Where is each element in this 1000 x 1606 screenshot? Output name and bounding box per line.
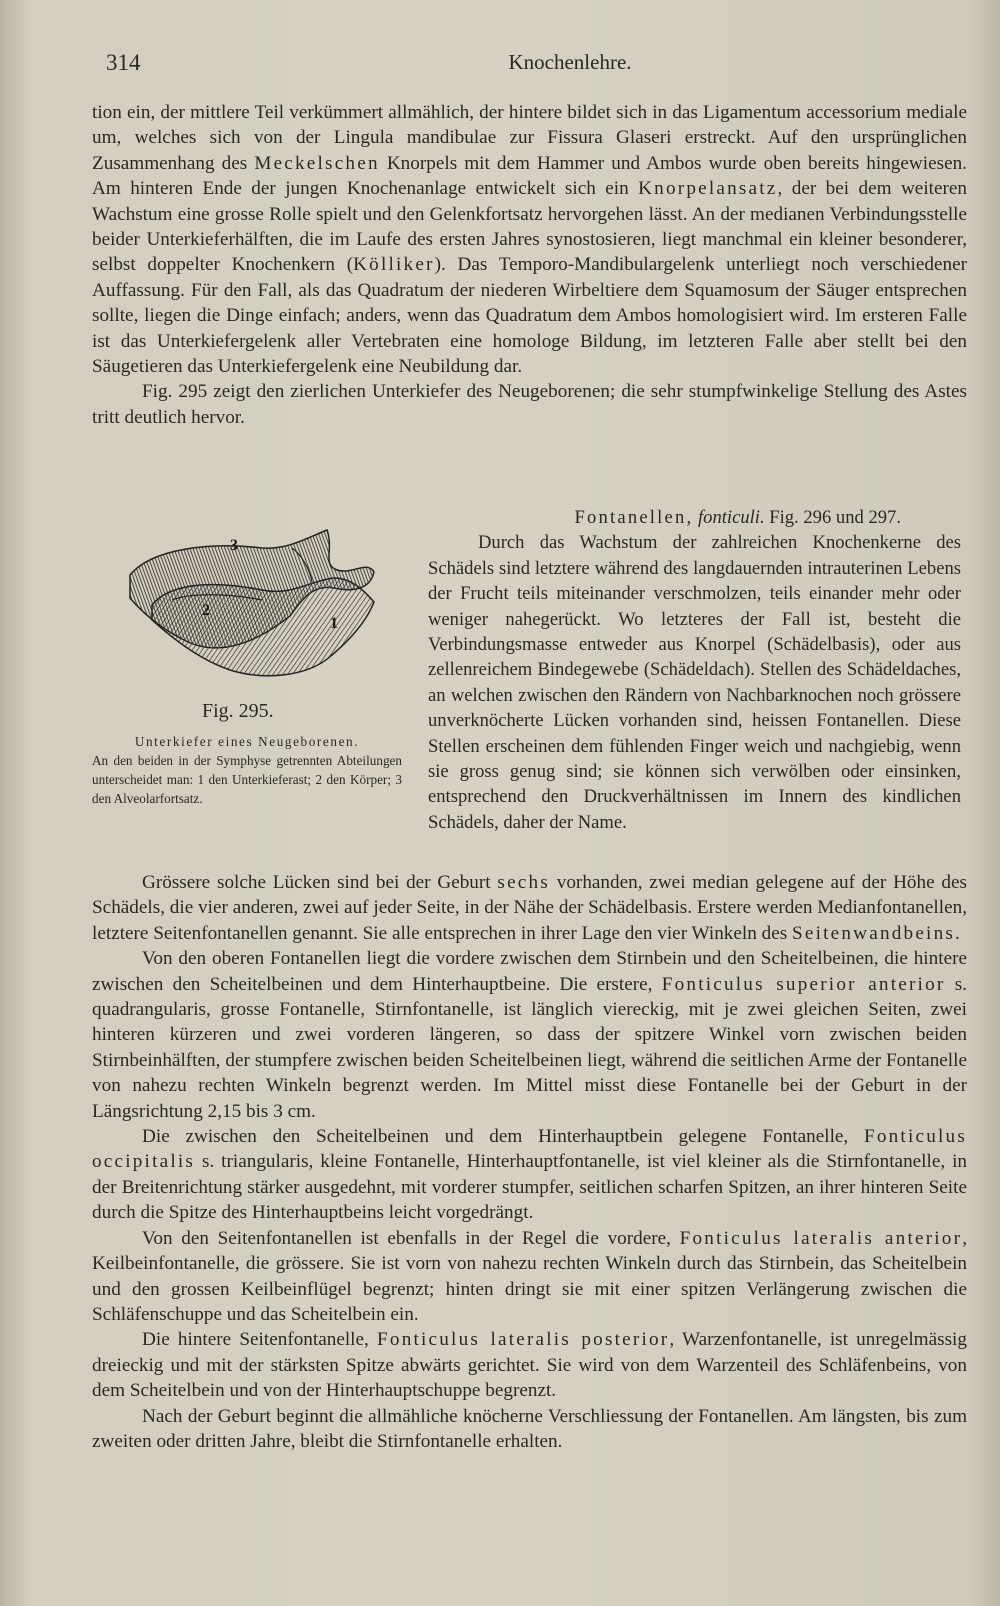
running-title: Knochenlehre.: [508, 50, 632, 74]
page-number: 314: [106, 50, 141, 75]
paragraph-anterior-fontanelle: Von den oberen Fontanellen liegt die vordere zwischen dem Stirnbein und den Scheitelbeinen, die hintere zwischen den Scheitelbeinen und dem Hinterhauptbeine. Die erstere, Fonticulus superior anterior s. quadrangularis, grosse Fontanelle, Stirnfontanelle, ist länglich viereckig, mit je zwei gleichen Seiten, zwei hinteren kürzeren und zwei vorderen längeren, so dass der spitzere Winkel vorn zwischen beiden Stirnbeinhälften, der stumpfere zwischen beiden Scheitelbeinen liegt, während die seitlichen Arme der Fontanelle von nahezu rechten Winkeln begrenzt werden. Im Mittel misst diese Fontanelle bei der Geburt in der Längsrichtung 2,15 bis 3 cm.: [92, 948, 967, 1122]
label-2: 2: [202, 602, 210, 619]
label-3: 3: [230, 537, 238, 554]
figure-295: [92, 520, 410, 840]
paragraph-fontanellen-intro: Durch das Wachstum der zahlreichen Knochenkerne des Schädels sind letztere während des langdauernden intrauterinen Lebens der Frucht teils miteinander verschmolzen, teils einander mehr oder weniger nahegerückt. Wo letzteres der Fall ist, besteht die Verbindungsmasse entweder aus Knorpel (Schädelbasis), oder aus zellenreichem Bindegewebe (Schädeldach). Stellen des Schädeldaches, an welchen zwischen den Rändern von Nachbarknochen noch grössere unverknöcherte Lücken vorhanden sind, heissen Fontanellen. Diese Stellen erscheinen dem fühlenden Finger weich und nachgiebig, wenn sie gross genug sind; sie können sich verwölben oder einsinken, entsprechend den Druckverhältnissen im Innern des kindlichen Schädels, daher der Name.: [428, 532, 961, 833]
section-heading: Fontanellen, fonticuli. Fig. 296 und 297.: [574, 507, 901, 528]
paragraph-occipital-fontanelle: Die zwischen den Scheitelbeinen und dem Hinterhauptbein gelegene Fontanelle, Fonticulus occipitalis s. triangularis, kleine Fontanelle, Hinterhauptfontanelle, ist viel kleiner als die Stirnfontanelle, in der Breitenrichtung stärker ausgedehnt, mit vorderer stumpfer, seitlichen scharfen Spitzen, an ihrer hinteren Seite durch die Spitze des Hinterhauptbeins leicht vorgedrängt.: [92, 1126, 967, 1224]
paragraph-six-fontanelles: Grössere solche Lücken sind bei der Geburt sechs vorhanden, zwei median gelegene auf der Höhe des Schädels, die vier anderen, zwei auf jeder Seite, in der Nähe der Schädelbasis. Erstere werden Medianfontanellen, letztere Seitenfontanellen genannt. Sie alle entsprechen in ihrer Lage den vier Winkeln des Seitenwandbeins.: [92, 872, 967, 944]
main-text: [92, 870, 967, 1454]
caption-title: Unterkiefer eines Neugeborenen.: [134, 734, 360, 749]
paragraph-lateral-posterior: Die hintere Seitenfontanelle, Fonticulus lateralis posterior, Warzenfontanelle, ist unregelmässig dreieckig und mit der stärksten Spitze abwärts gerichtet. Sie wird von dem Warzenteil des Schläfenbeins, von dem Scheitelbein und von der Hinterhauptschuppe begrenzt.: [92, 1329, 967, 1402]
label-1: 1: [330, 615, 338, 632]
paragraph-jaw-development: tion ein, der mittlere Teil verkümmert allmählich, der hintere bildet sich in das Ligamentum accessorium mediale um, welches sich von der Lingula mandibulae zur Fissura Glaseri erstreckt. Auf den ursprünglichen Zusammenhang des Meckelschen Knorpels mit dem Hammer und Ambos wurde oben bereits hingewiesen. Am hinteren Ende der jungen Knochenanlage entwickelt sich ein Knorpelansatz, der bei dem weiteren Wachstum eine grosse Rolle spielt und den Gelenkfortsatz hervorgehen lässt. An der medianen Verbindungsstelle beider Unterkieferhälften, die im Laufe des ersten Jahres synostosieren, liegt manchmal ein kleiner besonderer, selbst doppelter Knochenkern (Kölliker). Das Temporo-Mandibulargelenk unterliegt noch verschiedener Auffassung. Für den Fall, als das Quadratum der niederen Wirbeltiere dem Squamosum der Säuger entsprechen sollte, liegen die Dinge einfach; anders, wenn das Quadratum dem Ambos homologisiert wird. Im ersteren Falle ist das Unterkiefergelenk aller Vertebraten eine homologe Bildung, im letzteren Falle aber stellt bei den Säugetieren das Unterkiefergelenk eine Neubildung dar.: [92, 102, 968, 378]
figure-caption: [92, 732, 402, 808]
paragraph-closure: Nach der Geburt beginnt die allmähliche knöcherne Verschliessung der Fontanellen. Am längsten, bis zum zweiten oder dritten Jahre, bleibt die Stirnfontanelle erhalten.: [92, 1405, 967, 1452]
figure-number: Fig. 295.: [202, 700, 274, 722]
caption-body: An den beiden in der Symphyse getrennten Abteilungen unterscheidet man: 1 den Unterkieferast; 2 den Körper; 3 den Alveolarfortsatz.: [92, 753, 402, 806]
paragraph-lateral-anterior: Von den Seitenfontanellen ist ebenfalls in der Regel die vordere, Fonticulus lateralis anterior, Keilbeinfontanelle, die grössere. Sie ist vorn von nahezu rechten Winkeln durch das Stirnbein, das Scheitelbein und den grossen Keilbeinflügel begrenzt; hinten dringt sie mit einer spitzen Verlängerung zwischen die Schläfenschuppe und das Scheitelbein ein.: [92, 1227, 967, 1325]
section-fontanellen-column: [428, 505, 961, 835]
mandible-illustration: [112, 520, 392, 695]
mandible-near-half: [152, 578, 374, 676]
running-header: [100, 42, 960, 82]
intro-text: [92, 100, 967, 430]
paragraph-fig-reference: Fig. 295 zeigt den zierlichen Unterkiefer des Neugeborenen; die sehr stumpfwinkelige Stellung des Astes tritt deutlich hervor.: [92, 381, 967, 428]
